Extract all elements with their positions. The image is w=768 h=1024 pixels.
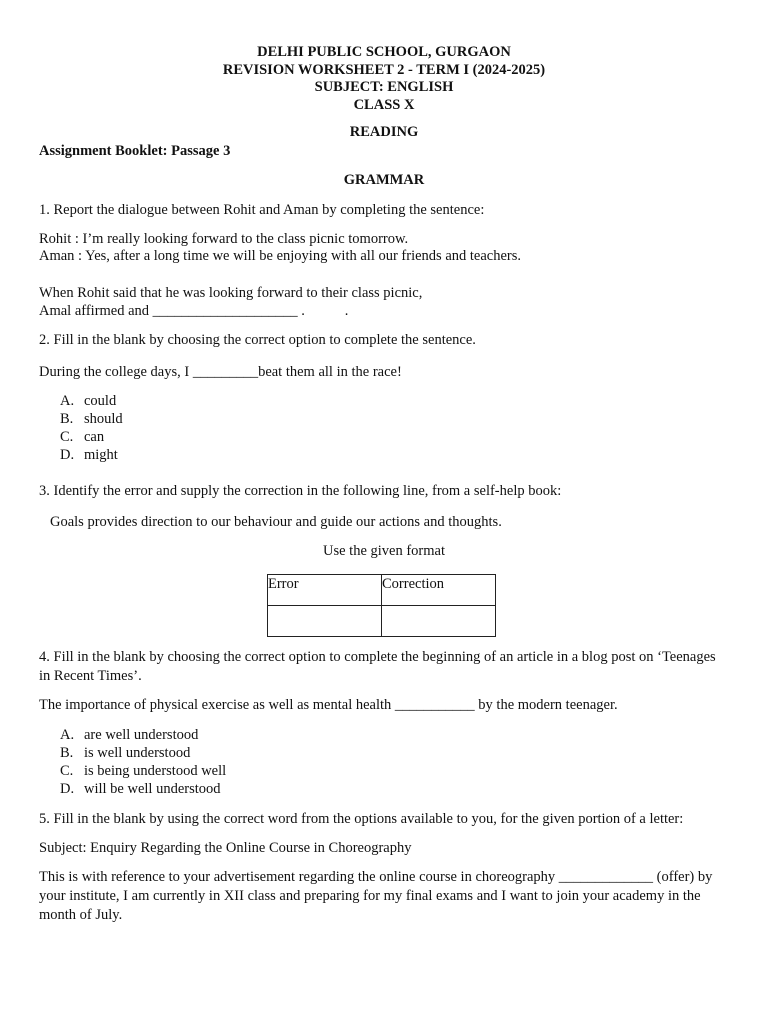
q2-option-a	[60, 392, 116, 410]
option-text: is well understood	[84, 745, 191, 761]
q1-aman-line: Aman : Yes, after a long time we will be enjoying with all our friends and teachers.	[39, 248, 522, 264]
q4-option-b	[60, 744, 190, 762]
q4-option-a	[60, 726, 198, 744]
option-letter: C.	[60, 763, 74, 779]
option-letter: C.	[60, 429, 74, 445]
q3-prompt: 3. Identify the error and supply the correction in the following line, from a self-help book:	[39, 483, 562, 499]
school-name: DELHI PUBLIC SCHOOL, GURGAON	[257, 44, 511, 60]
error-correction-table	[267, 574, 496, 637]
class-line: CLASS X	[353, 97, 415, 113]
q1-stem-1: When Rohit said that he was looking forward to their class picnic,	[39, 285, 423, 301]
q5-letter-body: This is with reference to your advertisement regarding the online course in choreography _____________ (offer) by your institute, I am currently in XII class and preparing for my final exams and I want to join your academy in the month of July.	[39, 869, 713, 923]
q4-sentence: The importance of physical exercise as well as mental health ___________ by the modern teenager.	[39, 697, 618, 713]
q1-prompt: 1. Report the dialogue between Rohit and Aman by completing the sentence:	[39, 202, 485, 218]
option-letter: D.	[60, 781, 75, 797]
q4-option-c	[60, 762, 226, 780]
q1-rohit-line: Rohit : I’m really looking forward to the class picnic tomorrow.	[39, 231, 409, 247]
worksheet-title: REVISION WORKSHEET 2 - TERM I (2024-2025)	[222, 62, 546, 78]
q2-option-d	[60, 446, 118, 464]
q4-option-d	[60, 780, 221, 798]
option-text: can	[84, 429, 105, 445]
table-header-error: Error	[268, 575, 382, 606]
option-text: could	[84, 393, 117, 409]
q4-prompt: 4. Fill in the blank by choosing the correct option to complete the beginning of an article in a blog post on ‘Teenages in Recent Times’.	[39, 649, 716, 684]
q5-prompt: 5. Fill in the blank by using the correct word from the options available to you, for the given portion of a letter:	[39, 811, 684, 827]
q2-prompt: 2. Fill in the blank by choosing the correct option to complete the sentence.	[39, 332, 476, 348]
q1-stem-2: Amal affirmed and ____________________ . .	[39, 303, 349, 319]
option-letter: A.	[60, 727, 75, 743]
option-text: should	[84, 411, 123, 427]
option-letter: B.	[60, 411, 74, 427]
reading-heading: READING	[349, 124, 419, 140]
option-letter: D.	[60, 447, 75, 463]
option-text: might	[84, 447, 118, 463]
option-letter: A.	[60, 393, 75, 409]
q3-format-note: Use the given format	[322, 543, 445, 559]
option-text: are well understood	[84, 727, 199, 743]
table-header-correction: Correction	[382, 575, 496, 606]
correction-answer-cell[interactable]	[382, 606, 496, 637]
q2-sentence: During the college days, I _________beat them all in the race!	[39, 364, 402, 380]
q2-option-c	[60, 428, 104, 446]
grammar-heading: GRAMMAR	[343, 172, 425, 188]
q3-line: Goals provides direction to our behaviour and guide our actions and thoughts.	[50, 514, 502, 530]
assignment-booklet: Assignment Booklet: Passage 3	[39, 143, 231, 159]
option-text: will be well understood	[84, 781, 221, 797]
q2-option-b	[60, 410, 123, 428]
option-letter: B.	[60, 745, 74, 761]
q5-letter-subject: Subject: Enquiry Regarding the Online Course in Choreography	[39, 840, 412, 856]
error-answer-cell[interactable]	[268, 606, 382, 637]
option-text: is being understood well	[84, 763, 227, 779]
table-row	[268, 606, 496, 637]
table-header-row	[268, 575, 496, 606]
subject-line: SUBJECT: ENGLISH	[314, 79, 454, 95]
